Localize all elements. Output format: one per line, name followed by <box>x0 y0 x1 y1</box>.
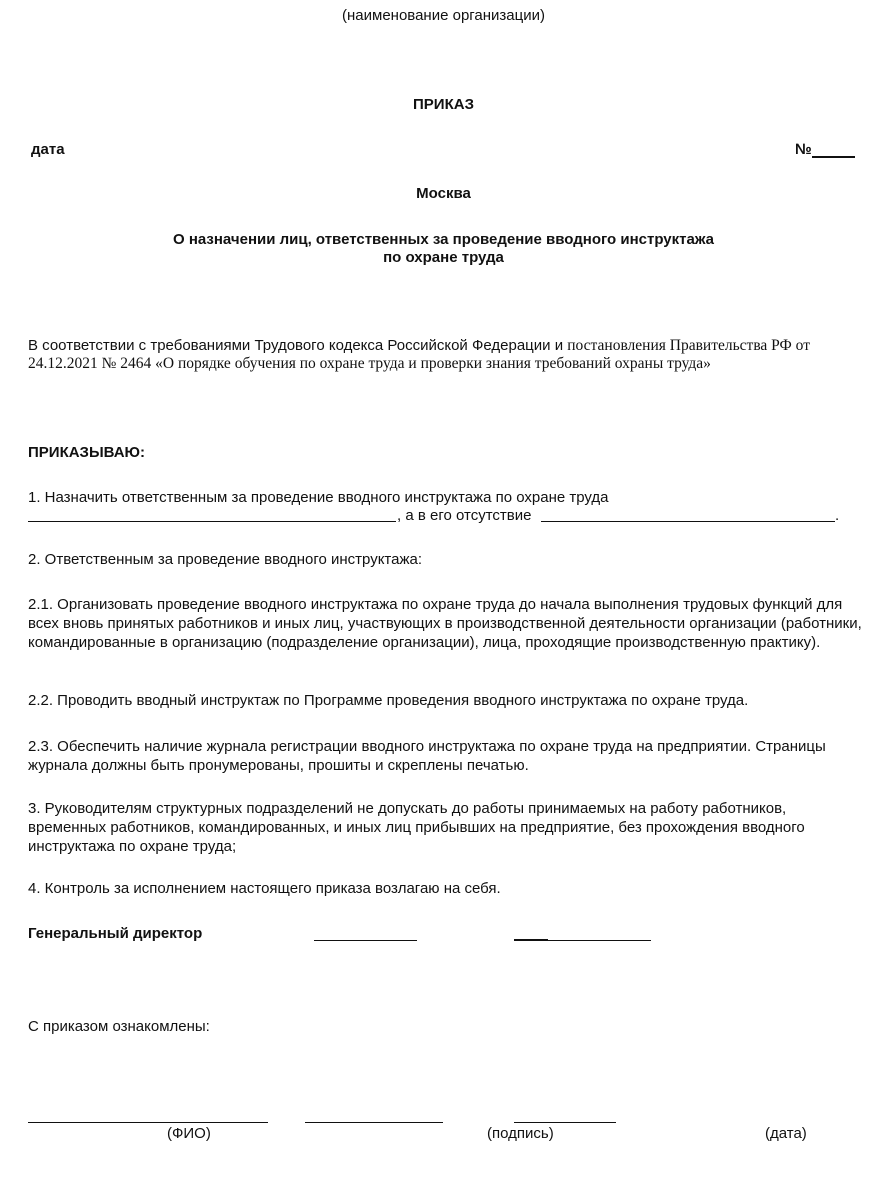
item-2-3: 2.3. Обеспечить наличие журнала регистрации вводного инструктажа по охране труда на предприятии. Страницы журнала должны быть пронумерованы, прошиты и скреплены печатью. <box>28 738 826 774</box>
item-2-2: 2.2. Проводить вводный инструктаж по Программе проведения вводного инструктажа по охране труда. <box>28 692 749 709</box>
order-subject-line-1: О назначении лиц, ответственных за проведение вводного инструктажа <box>172 231 715 248</box>
item-2: 2. Ответственным за проведение вводного инструктажа: <box>28 551 423 568</box>
preamble-line-2: 24.12.2021 № 2464 «О порядке обучения по охране труда и проверки знания требований охраны труда» <box>28 355 711 372</box>
director-name-blank <box>548 940 651 941</box>
date-blank <box>514 1122 616 1123</box>
preamble-reference: постановления Правительства РФ от <box>567 337 810 354</box>
preamble-lead: В соответствии с требованиями Трудового кодекса Российской Федерации и <box>28 337 568 354</box>
fio-blank <box>28 1122 268 1123</box>
responsible-person-blank <box>28 521 396 522</box>
acquaintance-label: С приказом ознакомлены: <box>28 1018 210 1035</box>
number-sign: № <box>795 141 812 158</box>
director-signature-blank <box>314 940 417 941</box>
item-4: 4. Контроль за исполнением настоящего приказа возлагаю на себя. <box>28 880 501 897</box>
order-word: ПРИКАЗЫВАЮ: <box>28 444 146 461</box>
preamble-line-1 <box>28 336 810 355</box>
order-subject-line-2: по охране труда <box>383 249 504 266</box>
order-number-blank <box>812 156 855 158</box>
date-caption: (дата) <box>765 1125 807 1142</box>
signature-caption: (подпись) <box>487 1125 554 1142</box>
date-label: дата <box>31 141 65 158</box>
city: Москва <box>416 185 471 202</box>
item-3: 3. Руководителям структурных подразделений не допускать до работы принимаемых на работу работников, временных работников, командированных, и иных лиц прибывших на предприятие, без прохождения вводного инструктажа по охране труда; <box>28 800 805 855</box>
item-1-middle: , а в его отсутствие <box>397 507 532 524</box>
signatory-title: Генеральный директор <box>28 925 203 942</box>
director-name-blank-thick <box>514 939 548 941</box>
document-title: ПРИКАЗ <box>413 96 474 113</box>
order-number <box>795 140 812 159</box>
item-1-line-1: 1. Назначить ответственным за проведение вводного инструктажа по охране труда <box>28 489 609 506</box>
item-2-1: 2.1. Организовать проведение вводного инструктажа по охране труда до начала выполнения трудовых функций для всех вновь принятых работников и иных лиц, участвующих в производственной деятельности организации (работники, командированные в организацию (подразделение организации), лица, проходящие производственную практику). <box>28 596 862 651</box>
item-1-end: . <box>835 507 840 524</box>
signature-blank <box>305 1122 443 1123</box>
fio-caption: (ФИО) <box>167 1125 211 1142</box>
org-name-caption: (наименование организации) <box>342 7 545 24</box>
deputy-person-blank <box>541 521 835 522</box>
